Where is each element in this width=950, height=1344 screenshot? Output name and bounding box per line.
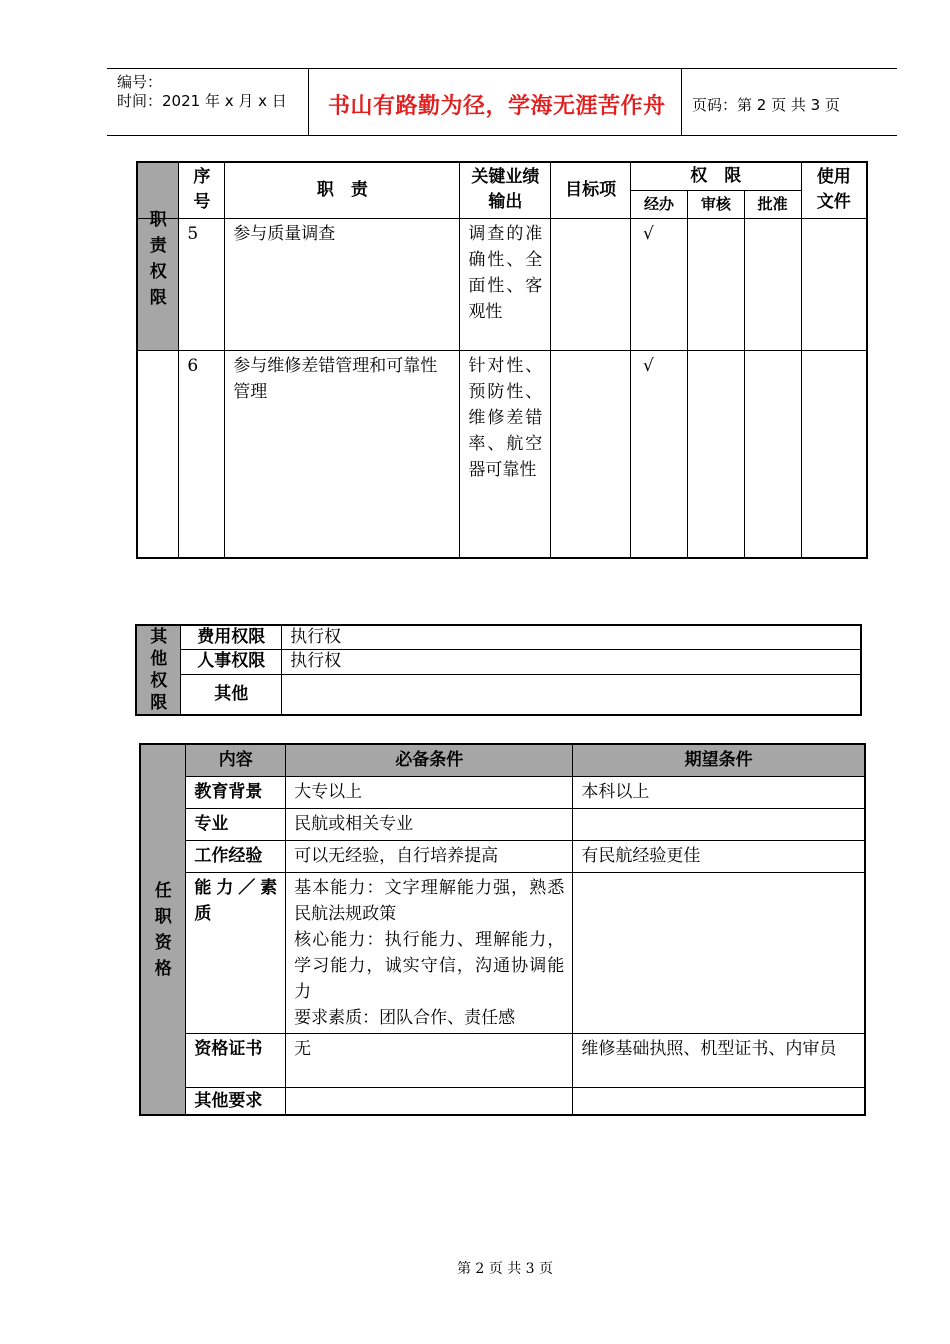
header-content: 内容 xyxy=(186,744,286,776)
row-duty: 参与维修差错管理和可靠性管理 xyxy=(225,350,460,558)
other-value xyxy=(282,674,861,715)
other-authority-table xyxy=(135,624,862,716)
qual-desired xyxy=(573,1087,865,1115)
row-documents xyxy=(801,218,867,350)
row-handle: √ xyxy=(631,350,688,558)
qual-required-line: 要求素质：团队合作、责任感 xyxy=(294,1007,516,1028)
qual-desired-text: 维修基础执照、机型证书、内审员 xyxy=(581,1038,837,1059)
qual-desired xyxy=(573,1033,865,1087)
section-label-duties-text: 职责权限 xyxy=(149,209,167,308)
header-key-output-text: 关键业绩输出 xyxy=(471,167,540,213)
header-documents-text: 使用文件 xyxy=(816,167,851,213)
row-target xyxy=(551,218,631,350)
row-key-output xyxy=(460,218,551,350)
row-approve xyxy=(744,218,801,350)
qual-item: 工作经验 xyxy=(186,840,286,872)
other-label: 人事权限 xyxy=(181,650,282,675)
header-divider xyxy=(681,68,682,135)
other-label: 其他 xyxy=(181,674,282,715)
qual-required-line: 基本能力：文字理解能力强，熟悉民航法规政策 xyxy=(294,877,565,924)
row-target xyxy=(551,350,631,558)
qual-item: 教育背景 xyxy=(186,776,286,808)
other-value: 执行权 xyxy=(282,650,861,675)
header-desired: 期望条件 xyxy=(573,744,865,776)
row-seq: 6 xyxy=(179,350,225,558)
header-review: 审核 xyxy=(687,190,744,218)
header-top-rule xyxy=(107,68,897,69)
header-approve: 批准 xyxy=(744,190,801,218)
duties-authority-table xyxy=(136,161,868,559)
document-date: 时间：2021 年 x 月 x 日 xyxy=(117,92,287,110)
row-key-output-text: 调查的准确性、全面性、客观性 xyxy=(468,223,543,322)
header-required: 必备条件 xyxy=(286,744,573,776)
page-footer: 第 2 页 共 3 页 xyxy=(456,1261,554,1277)
qual-required: 无 xyxy=(286,1033,573,1087)
qual-desired xyxy=(573,872,865,1033)
row-key-output xyxy=(460,350,551,558)
row-documents xyxy=(801,350,867,558)
header-bottom-rule xyxy=(107,135,897,136)
qual-item xyxy=(186,872,286,1033)
header-seq-text: 序号 xyxy=(193,167,211,213)
header-divider xyxy=(308,68,309,135)
qual-required: 可以无经验，自行培养提高 xyxy=(286,840,573,872)
qual-required xyxy=(286,872,573,1033)
qual-item: 资格证书 xyxy=(186,1033,286,1087)
qual-required: 民航或相关专业 xyxy=(286,808,573,840)
qual-desired: 本科以上 xyxy=(573,776,865,808)
qual-required xyxy=(286,1087,573,1115)
row-duty: 参与质量调查 xyxy=(225,218,460,350)
section-label-qualifications xyxy=(140,744,186,1115)
qual-desired: 有民航经验更佳 xyxy=(573,840,865,872)
row-key-output-text: 针对性、预防性、维修差错率、航空器可靠性 xyxy=(468,355,543,480)
header-target: 目标项 xyxy=(551,162,631,218)
header-seq xyxy=(179,162,225,218)
header-authority: 权 限 xyxy=(631,162,802,190)
section-label-qualifications-text: 任职资格 xyxy=(154,880,172,979)
row-seq: 5 xyxy=(179,218,225,350)
qualifications-table xyxy=(139,743,866,1116)
qual-item: 专业 xyxy=(186,808,286,840)
section-label-duties xyxy=(137,209,179,350)
row-approve xyxy=(744,350,801,558)
section-label-other-text: 其他权限 xyxy=(150,627,168,713)
header-motto: 书山有路勤为径，学海无涯苦作舟 xyxy=(328,94,666,119)
other-value: 执行权 xyxy=(282,625,861,650)
row-handle: √ xyxy=(631,218,688,350)
header-handle: 经办 xyxy=(631,190,688,218)
section-label-duties-empty xyxy=(137,350,179,558)
header-key-output xyxy=(460,162,551,218)
row-review xyxy=(687,350,744,558)
section-label-other xyxy=(136,625,181,715)
document-code-label: 编号： xyxy=(117,73,163,91)
header-duty: 职 责 xyxy=(225,162,460,218)
qual-desired xyxy=(573,808,865,840)
header-page-info: 页码：第 2 页 共 3 页 xyxy=(692,96,840,114)
qual-item: 其他要求 xyxy=(186,1087,286,1115)
header-documents xyxy=(801,162,867,218)
other-label: 费用权限 xyxy=(181,625,282,650)
row-review xyxy=(687,218,744,350)
qual-item-text: 能力／素质 xyxy=(194,877,278,924)
qual-required: 大专以上 xyxy=(286,776,573,808)
qual-required-line: 核心能力：执行能力、理解能力，学习能力，诚实守信，沟通协调能力 xyxy=(294,929,565,1002)
